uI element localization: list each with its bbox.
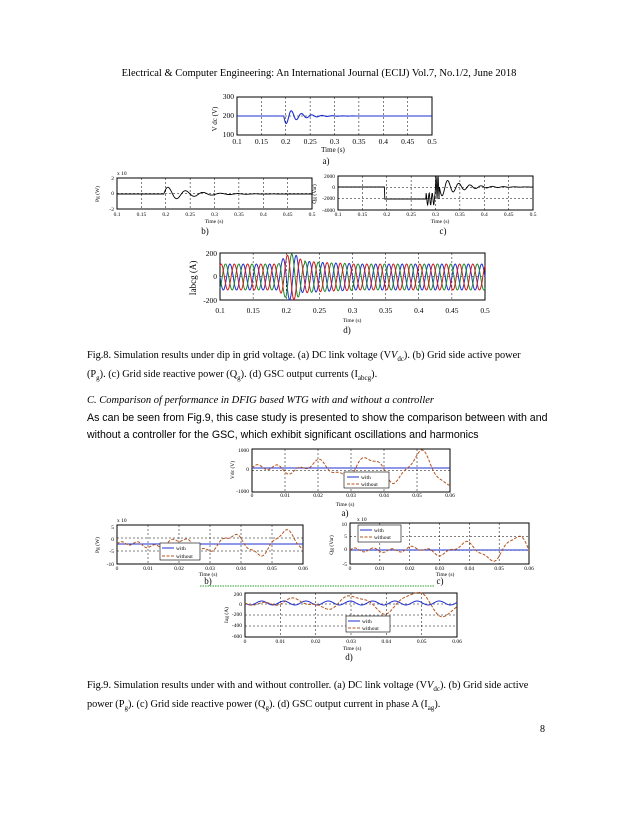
x-tick-label: 0.25 xyxy=(303,137,317,146)
fig8d-ylabel: Iabcg (A) xyxy=(188,260,198,296)
x-tick-label: 0.5 xyxy=(529,212,537,218)
x-tick-label: 0.01 xyxy=(375,566,385,572)
x-tick-label: 0.01 xyxy=(275,639,286,645)
fig8a-label: a) xyxy=(322,156,330,166)
x-tick-label: 0.4 xyxy=(259,212,267,218)
fig8b-ytick: 2 xyxy=(111,176,114,182)
x-tick-label: 0.3 xyxy=(347,306,358,315)
x-tick-label: 0.45 xyxy=(282,212,293,218)
svg-text:-600: -600 xyxy=(231,634,242,640)
fig8d-ytick: -200 xyxy=(203,296,217,305)
x-tick-label: 0.06 xyxy=(298,566,308,572)
fig8a-ytick: 100 xyxy=(222,130,234,139)
svg-text:-1000: -1000 xyxy=(236,489,249,495)
x-tick-label: 0.2 xyxy=(281,137,291,146)
svg-text:without: without xyxy=(362,626,379,632)
x-tick-label: 0.4 xyxy=(480,212,488,218)
journal-header: Electrical & Computer Engineering: An International Journal (ECIJ) Vol.7, No.1/2, June 2018 xyxy=(121,68,517,79)
fig8c-label: c) xyxy=(439,226,447,236)
svg-text:0: 0 xyxy=(111,537,114,543)
x-tick-label: 0.25 xyxy=(406,212,416,218)
x-tick-label: 0.5 xyxy=(427,137,437,146)
fig8c-xlabel: Time (s) xyxy=(430,219,450,225)
fig9d-xlabel: Time (s) xyxy=(342,646,362,652)
x-tick-label: 0.1 xyxy=(113,212,121,218)
fig8a-ylabel: V dc (V) xyxy=(211,106,219,132)
figure-8-caption: Fig.8. Simulation results under dip in grid voltage. (a) DC link voltage $(VV_{dc})$. (b) Grid side active power $(P_g)$. (c) Grid side reactive power $(Q_g)$. (d) GSC output currents $(I_{abcg})$. xyxy=(87,350,521,383)
x-tick-label: 0 xyxy=(348,566,352,572)
fig8b-ytick: -2 xyxy=(109,207,114,213)
x-tick-label: 0.03 xyxy=(346,493,356,499)
x-tick-label: 0.5 xyxy=(480,306,490,315)
svg-text:without: without xyxy=(176,554,193,560)
fig8b-ylabel: Pg (W) xyxy=(95,185,101,203)
svg-text:-400: -400 xyxy=(231,623,242,629)
svg-text:-5: -5 xyxy=(342,562,347,568)
fig8d-label: d) xyxy=(343,325,351,335)
x-tick-label: 0.35 xyxy=(352,137,366,146)
svg-text:without: without xyxy=(374,535,391,541)
fig8d-ytick: 0 xyxy=(213,272,217,281)
x-tick-label: 0.06 xyxy=(524,566,534,572)
x-tick-label: 0.04 xyxy=(381,639,392,645)
x-tick-label: 0.1 xyxy=(232,137,242,146)
svg-text:5: 5 xyxy=(111,525,114,531)
svg-text:0: 0 xyxy=(239,602,242,608)
x-tick-label: 0.35 xyxy=(455,212,465,218)
x-tick-label: 0.05 xyxy=(494,566,504,572)
fig9b-ylabel: Pg (W) xyxy=(95,536,101,554)
x-tick-label: 0.15 xyxy=(357,212,368,218)
x-tick-label: 0.4 xyxy=(378,137,388,146)
svg-text:without: without xyxy=(361,482,378,488)
fig8b-scale: x 10 xyxy=(117,171,127,177)
fig8d-ytick: 200 xyxy=(205,249,217,258)
svg-text:-10: -10 xyxy=(106,562,114,568)
x-tick-label: 0.45 xyxy=(445,306,459,315)
x-tick-label: 0.15 xyxy=(246,306,260,315)
fig9a-ylabel: Vdc (V) xyxy=(230,460,236,480)
fig9-panel-d xyxy=(223,592,462,662)
fig8d-xlabel: Time (s) xyxy=(342,318,362,324)
x-tick-label: 0.06 xyxy=(445,493,455,499)
x-tick-label: 0.05 xyxy=(412,493,422,499)
fig8b-label: b) xyxy=(201,226,209,236)
x-tick-label: 0.3 xyxy=(211,212,218,218)
svg-text:0: 0 xyxy=(246,467,249,473)
svg-text:with: with xyxy=(176,546,186,552)
x-tick-label: 0.5 xyxy=(308,212,316,218)
fig9b-scale: x 10 xyxy=(117,518,127,524)
x-tick-label: 0.02 xyxy=(404,566,415,572)
fig9b-legend xyxy=(160,543,200,560)
x-tick-label: 0.04 xyxy=(464,566,475,572)
x-tick-label: 0.4 xyxy=(414,306,424,315)
x-tick-label: 0.03 xyxy=(434,566,445,572)
x-tick-label: 0.01 xyxy=(143,566,153,572)
fig8a-ytick: 200 xyxy=(222,111,234,120)
x-tick-label: 0.35 xyxy=(234,212,244,218)
fig8c-ylabel: Qg (Var) xyxy=(312,184,318,204)
svg-text:-200: -200 xyxy=(231,612,242,618)
fig9c-xlabel: Time (s) xyxy=(435,572,455,578)
x-tick-label: 0 xyxy=(250,493,254,499)
x-tick-label: 0.15 xyxy=(254,137,268,146)
fig8b-ytick: 0 xyxy=(111,191,114,197)
x-tick-label: 0.25 xyxy=(312,306,326,315)
x-tick-label: 0.1 xyxy=(215,306,225,315)
x-tick-label: 0.45 xyxy=(503,212,514,218)
fig9a-xlabel: Time (s) xyxy=(335,502,355,508)
x-tick-label: 0.3 xyxy=(432,212,439,218)
x-tick-label: 0.3 xyxy=(329,137,340,146)
fig8b-xlabel: Time (s) xyxy=(204,219,224,225)
fig9d-label: d) xyxy=(345,652,353,662)
svg-text:200: 200 xyxy=(233,592,242,598)
x-tick-label: 0.01 xyxy=(280,493,290,499)
svg-text:1000: 1000 xyxy=(238,448,249,454)
fig8c-ytick: -2000 xyxy=(322,196,335,202)
fig9a-legend xyxy=(344,472,389,488)
fig8a-ytick: 300 xyxy=(222,92,234,101)
x-tick-label: 0.05 xyxy=(416,639,427,645)
fig8c-ytick: 2000 xyxy=(324,174,335,180)
x-tick-label: 0.02 xyxy=(313,493,323,499)
fig8c-ytick: 0 xyxy=(332,185,335,191)
svg-text:-5: -5 xyxy=(109,549,114,555)
section-heading: C. Comparison of performance in DFIG based WTG with and without a controller xyxy=(87,395,434,406)
x-tick-label: 0.35 xyxy=(379,306,393,315)
fig9c-label: c) xyxy=(436,576,444,586)
svg-text:with: with xyxy=(362,619,372,625)
svg-text:10: 10 xyxy=(341,522,347,528)
x-tick-label: 0.05 xyxy=(267,566,277,572)
fig8a-xlabel: Time (s) xyxy=(321,146,345,154)
svg-text:0: 0 xyxy=(344,547,347,553)
x-tick-label: 0.03 xyxy=(205,566,215,572)
x-tick-label: 0.02 xyxy=(310,639,321,645)
fig9-panel-a xyxy=(229,448,455,518)
fig9b-label: b) xyxy=(204,576,212,586)
x-tick-label: 0.2 xyxy=(281,306,291,315)
fig9c-legend xyxy=(358,525,401,542)
fig9d-legend xyxy=(346,616,390,632)
fig9a-label: a) xyxy=(341,508,349,518)
fig8c-ytick: -4000 xyxy=(322,208,335,214)
figure-9-caption: Fig.9. Simulation results under with and without controller. (a) DC link voltage $(VV_{dc})$. (b) Grid side active power $(P_g)$. (c) Grid side reactive power $(Q_g)$. (d) GSC output current in phase A $(I_{ag})$. xyxy=(87,680,529,713)
page-number: 8 xyxy=(540,724,545,735)
x-tick-label: 0.04 xyxy=(379,493,389,499)
body-paragraph: As can be seen from Fig.9, this case study is presented to show the comparison between with and without a controller for the GSC, which exhibit significant oscillations and harmonics xyxy=(87,412,548,441)
svg-text:with: with xyxy=(361,475,371,481)
x-tick-label: 0.2 xyxy=(383,212,391,218)
x-tick-label: 0.25 xyxy=(185,212,195,218)
x-tick-label: 0.03 xyxy=(346,639,356,645)
fig9b-xlabel: Time (s) xyxy=(198,572,218,578)
x-tick-label: 0 xyxy=(115,566,119,572)
x-tick-label: 0.15 xyxy=(136,212,147,218)
x-tick-label: 0.04 xyxy=(236,566,246,572)
x-tick-label: 0.45 xyxy=(401,137,415,146)
x-tick-label: 0.2 xyxy=(162,212,170,218)
x-tick-label: 0.1 xyxy=(334,212,342,218)
svg-text:with: with xyxy=(374,528,384,534)
x-tick-label: 0 xyxy=(243,639,247,645)
fig9-panel-c xyxy=(328,517,534,586)
fig9c-ylabel: Qg (Var) xyxy=(329,535,335,555)
fig9-panel-b xyxy=(94,518,308,586)
fig9d-ylabel: Iag (A) xyxy=(224,606,230,624)
svg-text:5: 5 xyxy=(344,534,347,540)
fig9c-scale: x 10 xyxy=(357,517,367,523)
x-tick-label: 0.02 xyxy=(174,566,184,572)
x-tick-label: 0.06 xyxy=(452,639,462,645)
